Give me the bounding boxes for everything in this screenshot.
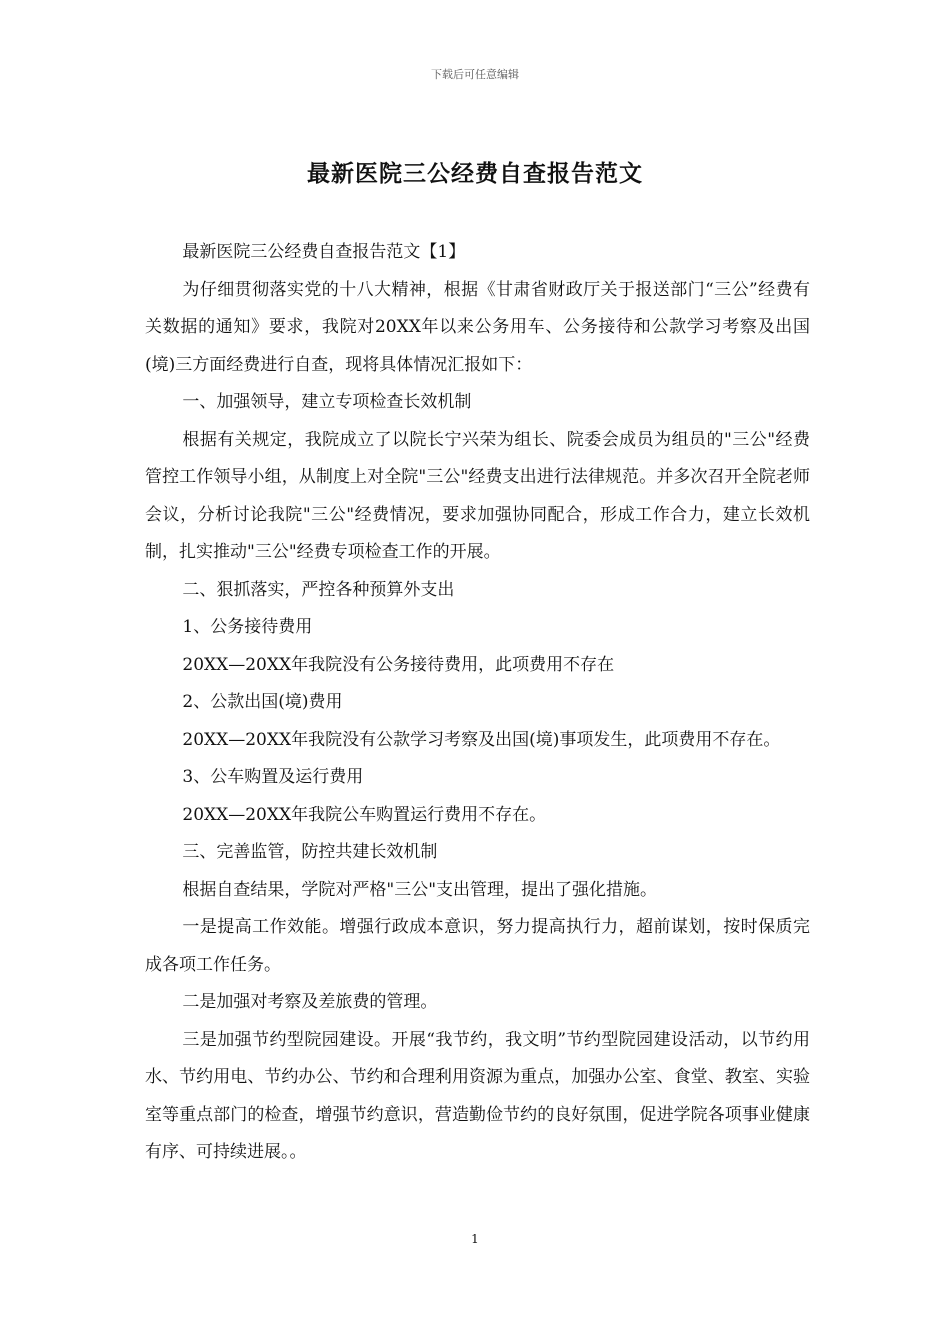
paragraph-measure-2: 二是加强对考察及差旅费的管理。 xyxy=(182,992,438,1012)
paragraph-vehicles: 20XX—20XX年我院公车购置运行费用不存在。 xyxy=(182,804,547,825)
subheading-abroad: 2、公款出国(境)费用 xyxy=(182,692,343,712)
document-title: 最新医院三公经费自查报告范文 xyxy=(307,161,643,187)
section-heading-1: 一、加强领导，建立专项检查长效机制 xyxy=(182,392,472,412)
page-number: 1 xyxy=(471,1232,479,1246)
page-header-note: 下载后可任意编辑 xyxy=(431,68,519,81)
paragraph-measure-1: 一是提高工作效能。增强行政成本意识，努力提高执行力，超前谋划，按时保质完成各项工作任务。 xyxy=(145,917,810,975)
paragraph-abroad: 20XX—20XX年我院没有公款学习考察及出国(境)事项发生，此项费用不存在。 xyxy=(182,729,781,750)
paragraph-measure-3: 三是加强节约型院园建设。开展“我节约，我文明”节约型院园建设活动，以节约用水、节约用电、节约办公、节约和合理利用资源为重点，加强办公室、食堂、教室、实验室等重点部门的检查，增强节约意识，营造勤俭节约的良好氛围，促进学院各项事业健康有序、可持续进展。。 xyxy=(145,1029,810,1162)
subheading-reception: 1、公务接待费用 xyxy=(182,617,313,637)
paragraph-section-1: 根据有关规定，我院成立了以院长宁兴荣为组长、院委会成员为组员的"三公"经费管控工作领导小组，从制度上对全院"三公"经费支出进行法律规范。并多次召开全院老师会议，分析讨论我院"三公"经费情况，要求加强协同配合，形成工作合力，建立长效机制，扎实推动"三公"经费专项检查工作的开展。 xyxy=(145,429,810,562)
paragraph-measures: 根据自查结果，学院对严格"三公"支出管理，提出了强化措施。 xyxy=(182,879,658,900)
section-heading-2: 二、狠抓落实，严控各种预算外支出 xyxy=(182,579,455,600)
paragraph-subtitle: 最新医院三公经费自查报告范文【1】 xyxy=(182,242,466,262)
paragraph-intro: 为仔细贯彻落实党的十八大精神，根据《甘肃省财政厅关于报送部门“三公”经费有关数据的通知》要求，我院对20XX年以来公务用车、公务接待和公款学习考察及出国(境)三方面经费进行自查，现将具体情况汇报如下： xyxy=(145,279,810,375)
paragraph-reception: 20XX—20XX年我院没有公务接待费用，此项费用不存在 xyxy=(182,654,615,675)
section-heading-3: 三、完善监管，防控共建长效机制 xyxy=(182,842,438,862)
subheading-vehicles: 3、公车购置及运行费用 xyxy=(182,767,364,787)
document-body xyxy=(145,234,810,1172)
